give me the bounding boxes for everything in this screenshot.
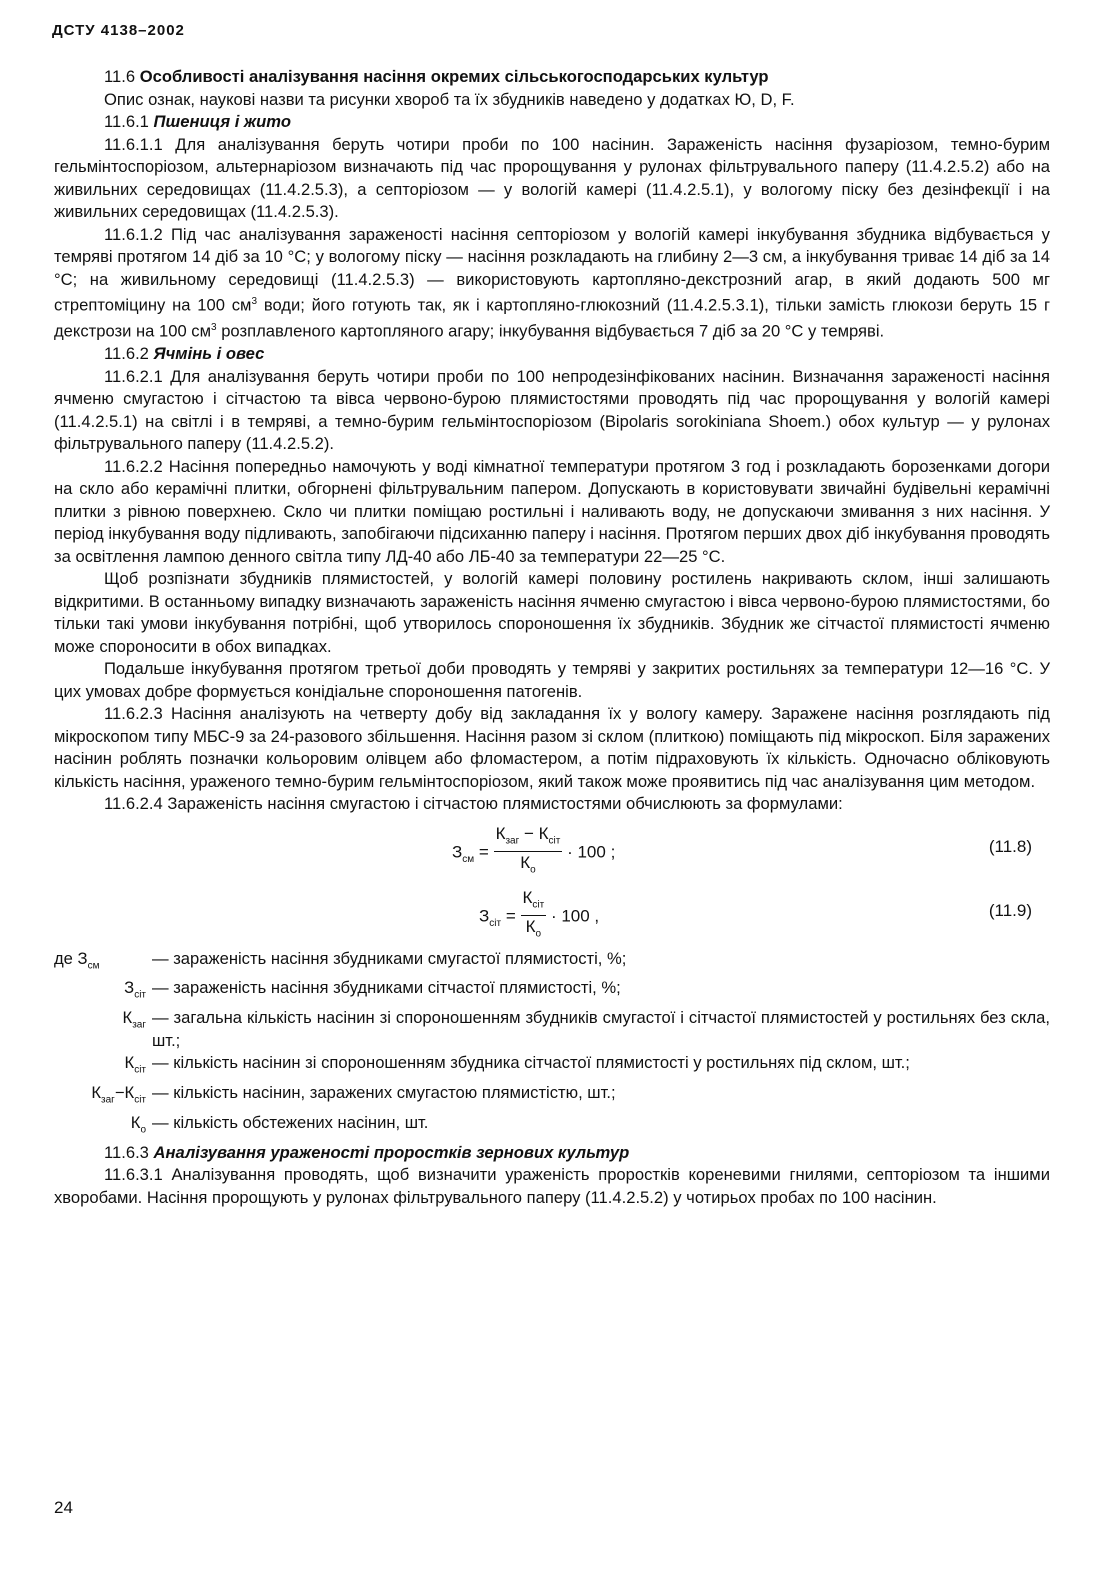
clause-number: 11.6.1.1 bbox=[104, 134, 163, 154]
formula-number: (11.8) bbox=[988, 836, 1032, 856]
definition-symbol: де $З_{см}$ bbox=[54, 948, 100, 971]
definition-text: — загальна кількість насінин зі спороношенням збудників смугастої і сітчастої плямистостей у ростильнях без скла, шт.; bbox=[152, 1008, 1050, 1050]
definition-row bbox=[54, 1082, 1050, 1112]
definition-symbol: $З_{сіт}$ bbox=[124, 978, 146, 1001]
paragraph: Щоб розпізнати збудників плямистостей, у вологій камері половину ростилень накривають склом, інші залишають відкритими. В останньому випадку визначають зараженість насіння ячменю смугастою і вівса червоно-бурою плямистостями, бо тільки такі умови інкубування потрібні, щоб утворилось спороношення їх збудників. Збудник же сітчастої плямистості ячменю може спороносити в обох випадках. bbox=[54, 569, 1050, 656]
definition-text: — кількість насінин зі спороношенням збудника сітчастої плямистості у ростильнях під склом, шт.; bbox=[152, 1053, 910, 1073]
fraction: $\frac{К_{сіт}}{К_о}$ bbox=[522, 887, 545, 940]
clause-text: Під час аналізування зараженості насіння септоріозом у вологій камері інкубування збудника відбувається у темряві протягом 14 діб за 10 °С; у вологому піску — насіння розкладають на глибину 2—3 см, а інкубування триває 14 діб за 14 °С; на живильному середовищі (11.4.2.5.3) — використовують картопляно-декстрозний агар, в який додають 500 мг стрептоміцину на 100 см bbox=[54, 224, 1050, 315]
formula-expression: $З_{сіт}$ = $\frac{К_{сіт}}{К_о}$ · 100 , bbox=[479, 888, 599, 946]
document-body bbox=[54, 66, 1050, 1209]
formula-11-9 bbox=[54, 880, 1050, 944]
clause-number: 11.6.2.1 bbox=[104, 366, 163, 386]
definition-text: — зараженість насіння збудниками сітчастої плямистості, %; bbox=[152, 978, 621, 998]
clause-number: 11.6.2.4 bbox=[104, 794, 163, 814]
section-intro: Опис ознак, наукові назви та рисунки хвороб та їх збудників наведено у додатках Ю, D, F. bbox=[104, 89, 795, 109]
subsection-number: 11.6.1 bbox=[104, 112, 149, 131]
clause-text: розплавленого картопляного агару; інкубування відбувається 7 діб за 20 °С у темряві. bbox=[216, 321, 885, 341]
clause-text: Зараженість насіння смугастою і сітчастою плямистостями обчислюють за формулами: bbox=[167, 794, 843, 814]
paragraph bbox=[54, 703, 1050, 793]
definition-symbol: $К_{заг}-К_{сіт}$ bbox=[91, 1083, 146, 1106]
page-number: 24 bbox=[54, 1498, 73, 1517]
subsection-title: Ячмінь і овес bbox=[153, 344, 265, 364]
definition-text: — кількість насінин, заражених смугастою плямистістю, шт.; bbox=[152, 1083, 616, 1102]
definition-symbol: $К_{сіт}$ bbox=[124, 1053, 146, 1076]
definition-symbol: $К_о$ bbox=[130, 1112, 146, 1136]
subsection-heading bbox=[54, 1142, 1050, 1165]
symbol-definitions bbox=[54, 948, 1050, 1142]
subsection-number: 11.6.2 bbox=[104, 344, 149, 364]
paragraph bbox=[54, 793, 1050, 816]
definition-row bbox=[54, 948, 1050, 978]
paragraph bbox=[54, 366, 1050, 456]
clause-text: Насіння попередньо намочують у воді кімнатної температури протягом 3 год і розкладають борозенками догори на скло або керамічні плитки, обгорнені фільтрувальним папером. Допускають в користовувати звичайні будівельні керамічні плитки з рівною поверхнею. Скло чи плитки поміщаю ростильні і наливають воду, не допускаючи змивання з них насіння. У період інкубування воду підливають, запобігаючи підсиханню паперу і насіння. Протягом перших двох діб інкубування проводять за освітлення лампою денного світла типу ЛД-40 або ЛБ-40 за температури 22—25 °С. bbox=[54, 456, 1050, 566]
paragraph: Подальше інкубування протягом третьої доби проводять у темряві у закритих ростильнях за температури 12—16 °С. У цих умовах добре формується конідіальне спороношення патогенів. bbox=[54, 659, 1050, 701]
subsection-title: Аналізування ураженості проростків зернових культур bbox=[153, 1142, 630, 1162]
definition-symbol: $К_{заг}$ bbox=[122, 1008, 146, 1031]
clause-text: Насіння аналізують на четверту добу від закладання їх у вологу камеру. Заражене насіння розглядають під мікроскопом типу МБС-9 за 24-разового збільшення. Насіння разом зі склом (плиткою) поміщають під мікроскоп. Біля заражених насінин роблять позначки кольоровим олівцем або фломастером, а потім підраховують їх кількість. Одночасно обліковують кількість насіння, ураженого темно-бурим гельмінтоспоріозом, який також може проявитись під час аналізування цим методом. bbox=[54, 704, 1050, 791]
paragraph bbox=[54, 1164, 1050, 1209]
subsection-heading bbox=[54, 343, 1050, 366]
definition-row bbox=[54, 977, 1050, 1007]
definition-row bbox=[54, 1007, 1050, 1052]
clause-text: Для аналізування беруть чотири проби по 100 насінин. Зараженість насіння фузаріозом, темно-бурим гельмінтоспоріозом, альтернаріозом визначають під час пророщування у рулонах фільтрувального паперу (11.4.2.5.2) або на живильних середовищах (11.4.2.5.3), а септоріозом — у вологій камері (11.4.2.5.1), у вологому піску без дезінфекції і на живильних середовищах (11.4.2.5.3). bbox=[54, 134, 1050, 221]
fraction: $\frac{К_{заг} - К_{сіт}}{К_о}$ bbox=[495, 823, 561, 876]
clause-number: 11.6.2.3 bbox=[104, 704, 163, 724]
formula-11-8 bbox=[54, 816, 1050, 880]
clause-number: 11.6.3.1 bbox=[104, 1165, 163, 1185]
clause-text: води; його готують так, як і картопляно-глюкозний (11.4.2.5.3.1), тільки замість глюкози беруть 15 г декстрози на 100 см bbox=[54, 295, 1050, 341]
section-number: 11.6 bbox=[104, 67, 136, 86]
standard-code-header: ДСТУ 4138–2002 bbox=[52, 22, 185, 39]
superscript: 3 bbox=[251, 296, 258, 307]
definition-text: — зараженість насіння збудниками смугастої плямистості, %; bbox=[152, 948, 627, 968]
definition-row bbox=[54, 1112, 1050, 1142]
subsection-heading bbox=[54, 111, 1050, 134]
formula-number: (11.9) bbox=[988, 900, 1032, 920]
section-heading bbox=[54, 66, 1050, 89]
subsection-title: Пшениця і жито bbox=[153, 112, 291, 131]
section-title: Особливості аналізування насіння окремих сільськогосподарських культур bbox=[139, 67, 769, 86]
formula-expression: $З_{см}$ = $\frac{К_{заг} - К_{сіт}}{К_о}$ · 100 ; bbox=[452, 824, 615, 882]
definition-text: — кількість обстежених насінин, шт. bbox=[152, 1112, 429, 1132]
subsection-number: 11.6.3 bbox=[104, 1142, 149, 1162]
clause-number: 11.6.1.2 bbox=[104, 224, 163, 244]
clause-text: Аналізування проводять, щоб визначити ураженість проростків кореневими гнилями, септоріозом та іншими хворобами. Насіння пророщують у рулонах фільтрувального паперу (11.4.2.5.2) у чотирьох пробах по 100 насінин. bbox=[54, 1165, 1050, 1207]
clause-number: 11.6.2.2 bbox=[104, 456, 163, 476]
definition-row bbox=[54, 1052, 1050, 1082]
paragraph bbox=[54, 224, 1050, 344]
paragraph bbox=[54, 456, 1050, 569]
paragraph bbox=[54, 134, 1050, 224]
superscript: 3 bbox=[211, 322, 217, 334]
clause-text: Для аналізування беруть чотири проби по 100 непродезінфікованих насінин. Визначання зараженості насіння ячменю смугастою і сітчастою та вівса червоно-бурою плямистостями проводять під час пророщування у вологій камері (11.4.2.5.1) на світлі і в темряві, а темно-бурим гельмінтоспоріозом (Bipolaris sorokiniana Shoem.) обох культур — у рулонах фільтрувального паперу (11.4.2.5.2). bbox=[54, 366, 1050, 454]
